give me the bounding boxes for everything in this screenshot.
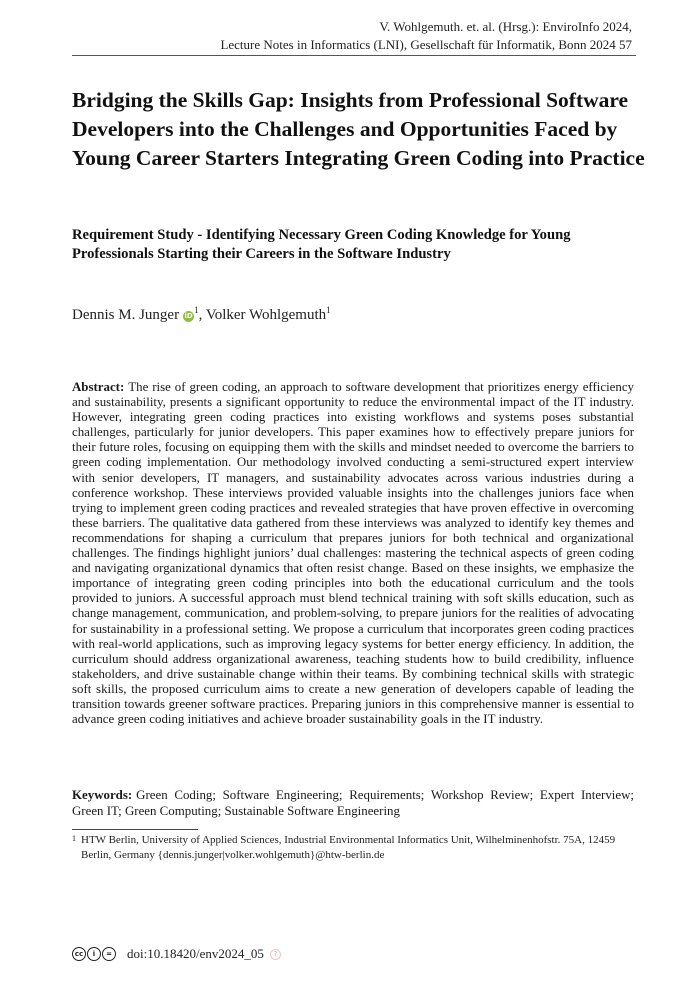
cross-mark-icon[interactable]: ? bbox=[270, 949, 281, 960]
running-header-line1: V. Wohlgemuth. et. al. (Hrsg.): EnviroInfo 2024, bbox=[379, 19, 632, 34]
author-separator: , bbox=[198, 307, 203, 323]
author-name: Volker Wohlgemuth bbox=[205, 307, 327, 323]
keywords-text: Green Coding; Software Engineering; Requirements; Workshop Review; Expert Interview; Green IT; Green Computing; Sustainable Software Engineering bbox=[72, 788, 634, 818]
running-header bbox=[220, 18, 632, 54]
footnote-mark: 1 bbox=[72, 834, 76, 843]
header-rule bbox=[72, 55, 636, 56]
abstract-text: The rise of green coding, an approach to software development that prioritizes energy efficiency and sustainability, presents a significant opportunity to reduce the environmental impact of the IT industry. However, integrating green coding practices into existing workflows and systems poses substantial challenges, particularly for junior developers. This paper examines how to effectively prepare juniors for their future roles, focusing on equipping them with the skills and mindset needed to overcome the barriers to green coding implementation. Our methodology involved conducting a semi-structured expert interview with senior developers, IT managers, and sustainability advocates across various industries during a conference workshop. These interviews provided valuable insights into the challenges juniors face when trying to implement green coding practices and revealed strategies that have proven effective in overcoming these barriers. The qualitative data gathered from these interviews was analyzed to identify key themes and recommendations for shaping a curriculum that prepares juniors for both technical and organizational challenges. The findings highlight juniors’ dual challenges: mastering the technical aspects of green coding and navigating organizational dynamics that often resist change. Based on these insights, we emphasize the importance of integrating green coding principles into both the educational curriculum and the tools provided to juniors. A successful approach must blend technical training with soft skills education, such as change management, communication, and problem-solving, to prepare juniors for the realities of advocating for sustainability in a professional setting. We propose a curriculum that incorporates green coding practices with real-world applications, such as improving legacy systems for better energy efficiency. In addition, the curriculum should address organizational awareness, teaching students how to build credibility, influence stakeholders, and drive sustainable change within their teams. By combining technical skills with strategic soft skills, the proposed curriculum aims to create a new generation of developers capable of leading the transition towards greener software practices. Preparing juniors in this comprehensive manner is essential to advance green coding initiatives and achieve broader sustainability goals in the IT industry. bbox=[72, 380, 634, 727]
cc-by-sa-license-icon[interactable] bbox=[72, 947, 117, 961]
footnote-text: HTW Berlin, University of Applied Sciences, Industrial Environmental Informatics Unit, Wilhelminenhofstr. 75A, 12459 Berlin, Germany {dennis.junger|volker.wohlgemuth}@htw-berlin.de bbox=[81, 834, 616, 861]
author-name: Dennis M. Junger bbox=[72, 307, 180, 323]
paper-title: Bridging the Skills Gap: Insights from Professional Software Developers into the Challenges and Opportunities Faced by Young Career Starters Integrating Green Coding into Practice bbox=[72, 88, 645, 170]
keywords bbox=[72, 787, 634, 819]
share-alike-icon: = bbox=[102, 947, 116, 961]
affiliation-mark: 1 bbox=[194, 305, 199, 315]
paper-subtitle: Requirement Study - Identifying Necessary Green Coding Knowledge for Young Professionals Starting their Careers in the Software Industry bbox=[72, 227, 571, 262]
attribution-icon: i bbox=[87, 947, 101, 961]
license-row bbox=[72, 945, 281, 963]
doi-link[interactable]: doi:10.18420/env2024_05 bbox=[127, 946, 264, 961]
abstract bbox=[72, 380, 634, 727]
running-header-line2: Lecture Notes in Informatics (LNI), Gesellschaft für Informatik, Bonn 2024 57 bbox=[220, 37, 632, 52]
keywords-label: Keywords: bbox=[72, 788, 133, 802]
affiliation-mark: 1 bbox=[326, 305, 331, 315]
orcid-icon[interactable]: iD bbox=[184, 312, 193, 320]
abstract-label: Abstract: bbox=[72, 380, 125, 394]
footnote-rule bbox=[72, 829, 198, 830]
footnote bbox=[72, 833, 638, 863]
cc-icon: cc bbox=[72, 947, 86, 961]
author-list bbox=[72, 305, 331, 325]
